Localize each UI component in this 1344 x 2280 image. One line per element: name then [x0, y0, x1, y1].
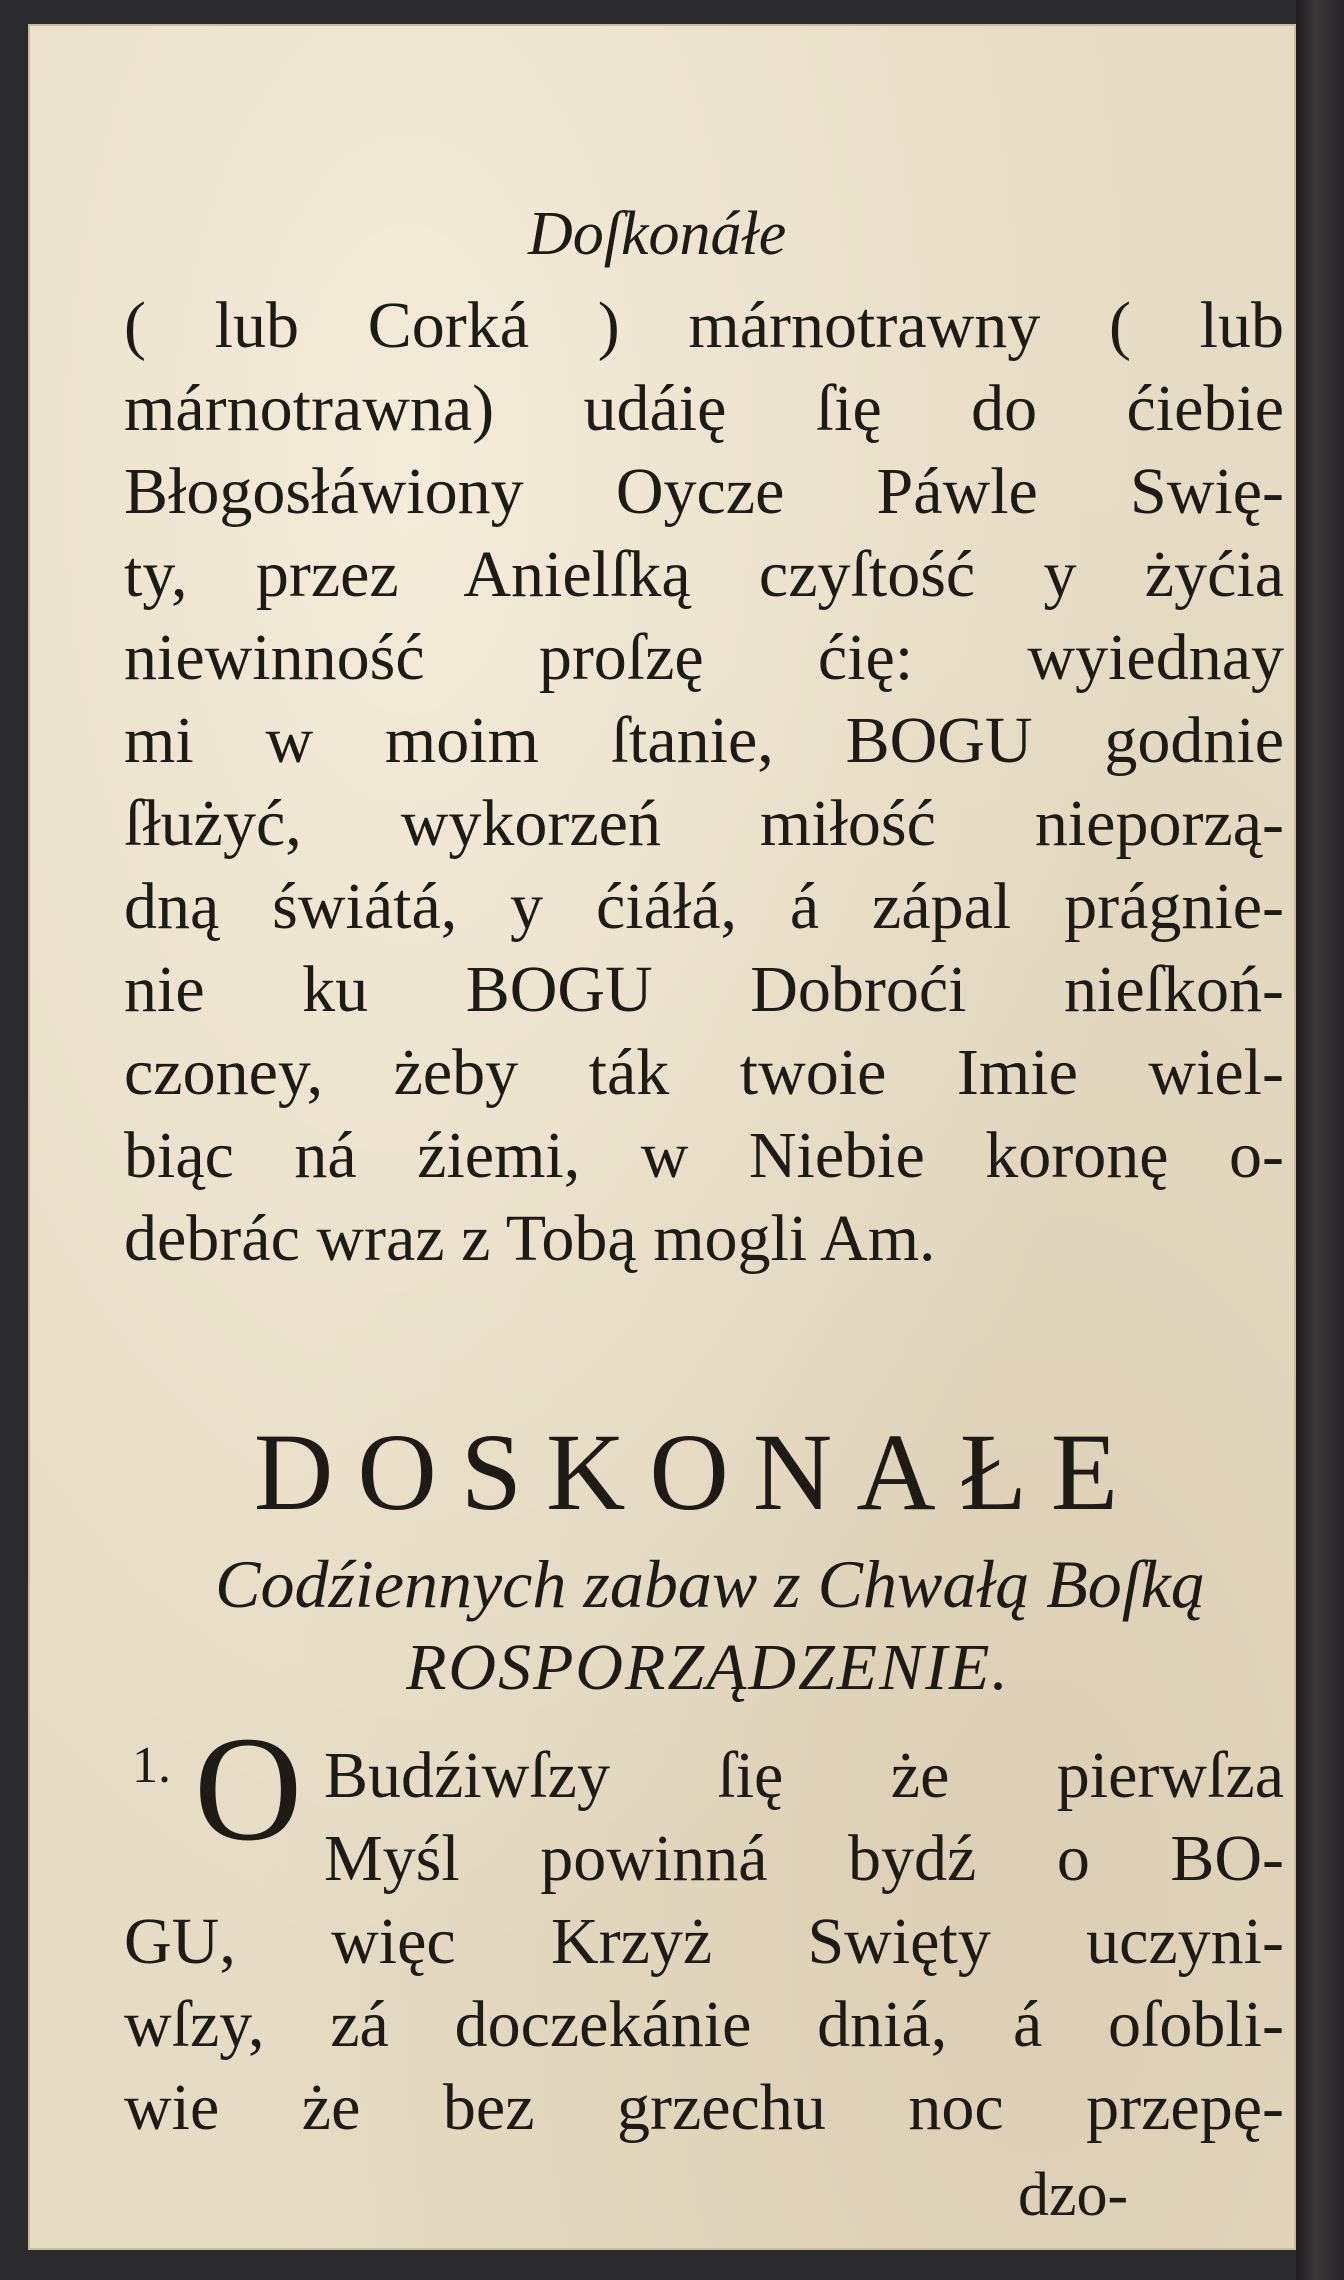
paragraph-line: Budźiwſzy ſię że pierwſza	[324, 1739, 1284, 1812]
body-line: Błogosłáwiony Oycze Páwle Swię-	[124, 455, 1284, 528]
body-line: debrác wraz z Tobą mogli Am.	[124, 1202, 936, 1275]
body-line: ſłużyć, wykorzeń miłość nieporzą-	[124, 787, 1284, 860]
body-line: ty, przez Anielſką czyſtość y żyćia	[124, 538, 1284, 611]
paragraph-number: 1.	[132, 1737, 171, 1794]
body-line: nie ku BOGU Dobroći nieſkoń-	[124, 953, 1284, 1026]
running-head: Doſkonáłe	[528, 200, 787, 268]
body-line: mi w moim ſtanie, BOGU godnie	[124, 704, 1284, 777]
body-line: dną świátá, y ćiáłá, á zápal prágnie-	[124, 870, 1284, 943]
body-line: biąc ná źiemi, w Niebie koronę o-	[124, 1119, 1284, 1192]
paragraph-line: GU, więc Krzyż Swięty uczyni-	[124, 1905, 1284, 1978]
paragraph-line: wie że bez grzechu noc przepę-	[124, 2071, 1284, 2144]
section-subheading: Codźiennych zabaw z Chwałą Boſką	[215, 1546, 1205, 1622]
body-line: niewinność proſzę ćię: wyiednay	[124, 621, 1284, 694]
paragraph-line: wſzy, zá doczekánie dniá, á oſobli-	[124, 1988, 1284, 2061]
drop-cap: O	[194, 1706, 303, 1872]
body-line: czoney, żeby ták twoie Imie wiel-	[124, 1036, 1284, 1109]
book-binding-edge	[1296, 0, 1344, 2280]
paragraph-line: Myśl powinná bydź o BO-	[324, 1822, 1284, 1895]
section-subheading-2: ROSPORZĄDZENIE.	[406, 1631, 1010, 1704]
catchword: dzo-	[1018, 2161, 1129, 2229]
section-heading: DOSKONAŁE	[253, 1411, 1143, 1533]
book-page	[28, 24, 1296, 2250]
page-text	[28, 24, 1296, 2250]
body-line: márnotrawna) udáię ſię do ćiebie	[124, 372, 1284, 445]
body-line: ( lub Corká ) márnotrawny ( lub	[124, 289, 1284, 362]
